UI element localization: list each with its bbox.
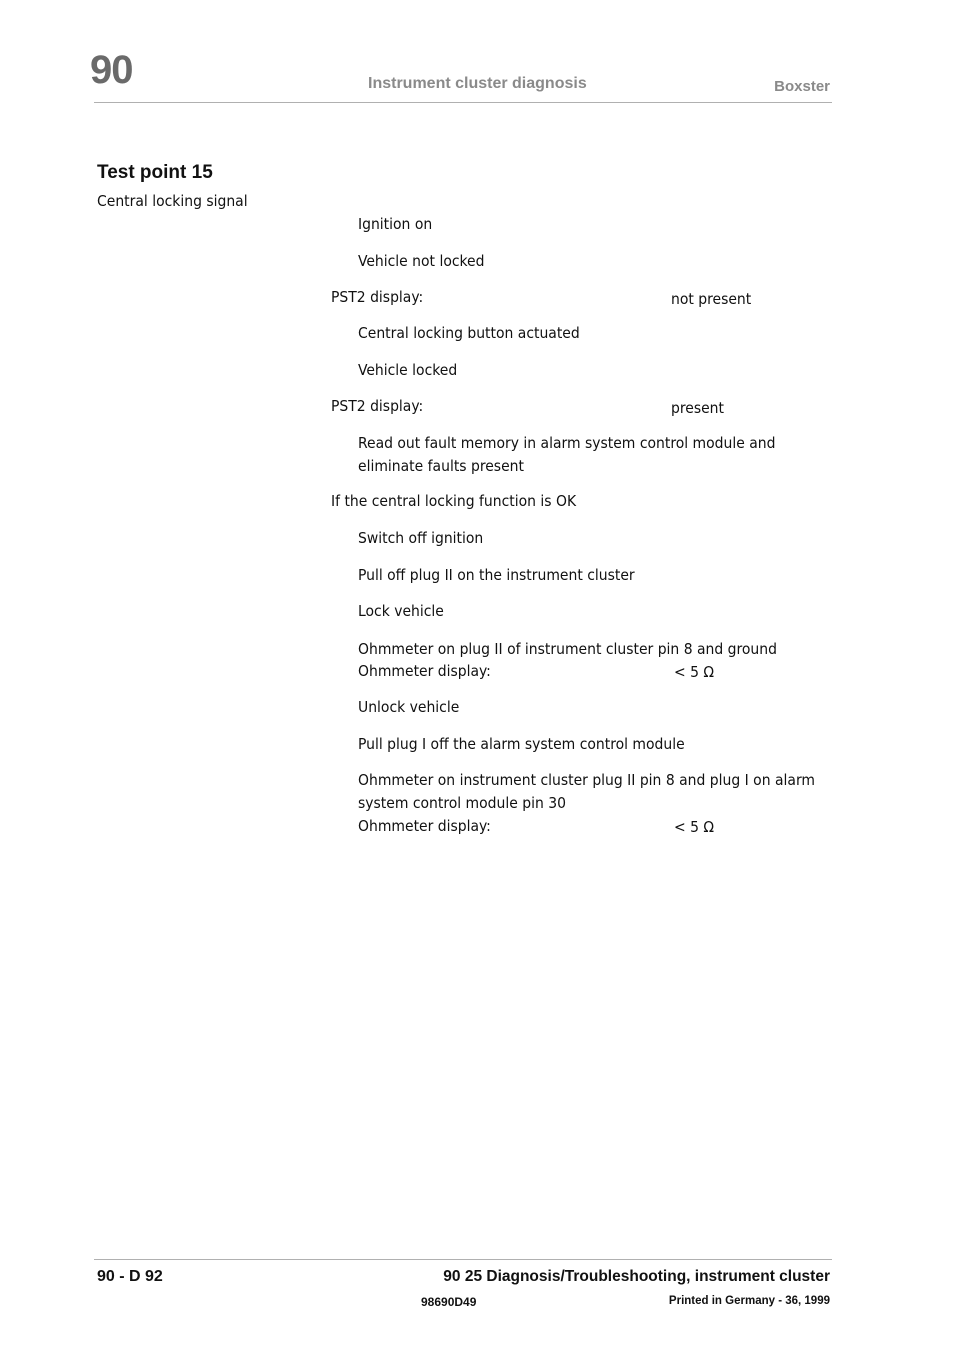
step-text: Pull off plug II on the instrument cluster [358, 566, 635, 584]
step-text: Switch off ignition [358, 529, 484, 547]
condition-text: If the central locking function is OK [331, 492, 577, 510]
step-text: Lock vehicle [358, 602, 444, 620]
step-text: Central locking button actuated [358, 324, 580, 342]
step-text: eliminate faults present [358, 457, 524, 475]
step-text: system control module pin 30 [358, 794, 566, 812]
step-text: Ignition on [358, 215, 433, 233]
step-text: Ohmmeter on instrument cluster plug II pin 8 and plug I on alarm [358, 771, 815, 789]
print-info: Printed in Germany - 36, 1999 [668, 1295, 830, 1307]
display-label: Ohmmeter display: [358, 817, 491, 835]
page-number: 90 - D 92 [97, 1268, 163, 1285]
header-divider [94, 102, 832, 103]
display-value: < 5 Ω [674, 663, 715, 681]
header-model: Boxster [774, 78, 830, 95]
header-title: Instrument cluster diagnosis [368, 75, 587, 92]
step-text: Vehicle not locked [358, 252, 485, 270]
display-label: PST2 display: [331, 288, 424, 306]
test-point-title: Test point 15 [97, 162, 213, 183]
step-text: Vehicle locked [358, 361, 458, 379]
footer-divider [94, 1259, 832, 1260]
footer-section-title: 90 25 Diagnosis/Troubleshooting, instrument cluster [443, 1268, 830, 1285]
display-value: not present [671, 290, 752, 308]
step-text: Unlock vehicle [358, 698, 460, 716]
step-text: Pull plug I off the alarm system control module [358, 735, 685, 753]
step-text: Read out fault memory in alarm system control module and [358, 434, 776, 452]
display-value: present [671, 399, 724, 417]
test-point-subtitle: Central locking signal [97, 192, 248, 210]
display-label: PST2 display: [331, 397, 424, 415]
display-value: < 5 Ω [674, 818, 715, 836]
step-text: Ohmmeter on plug II of instrument cluster pin 8 and ground [358, 640, 777, 658]
display-label: Ohmmeter display: [358, 662, 491, 680]
chapter-number: 90 [90, 48, 133, 92]
document-code: 98690D49 [421, 1295, 477, 1309]
